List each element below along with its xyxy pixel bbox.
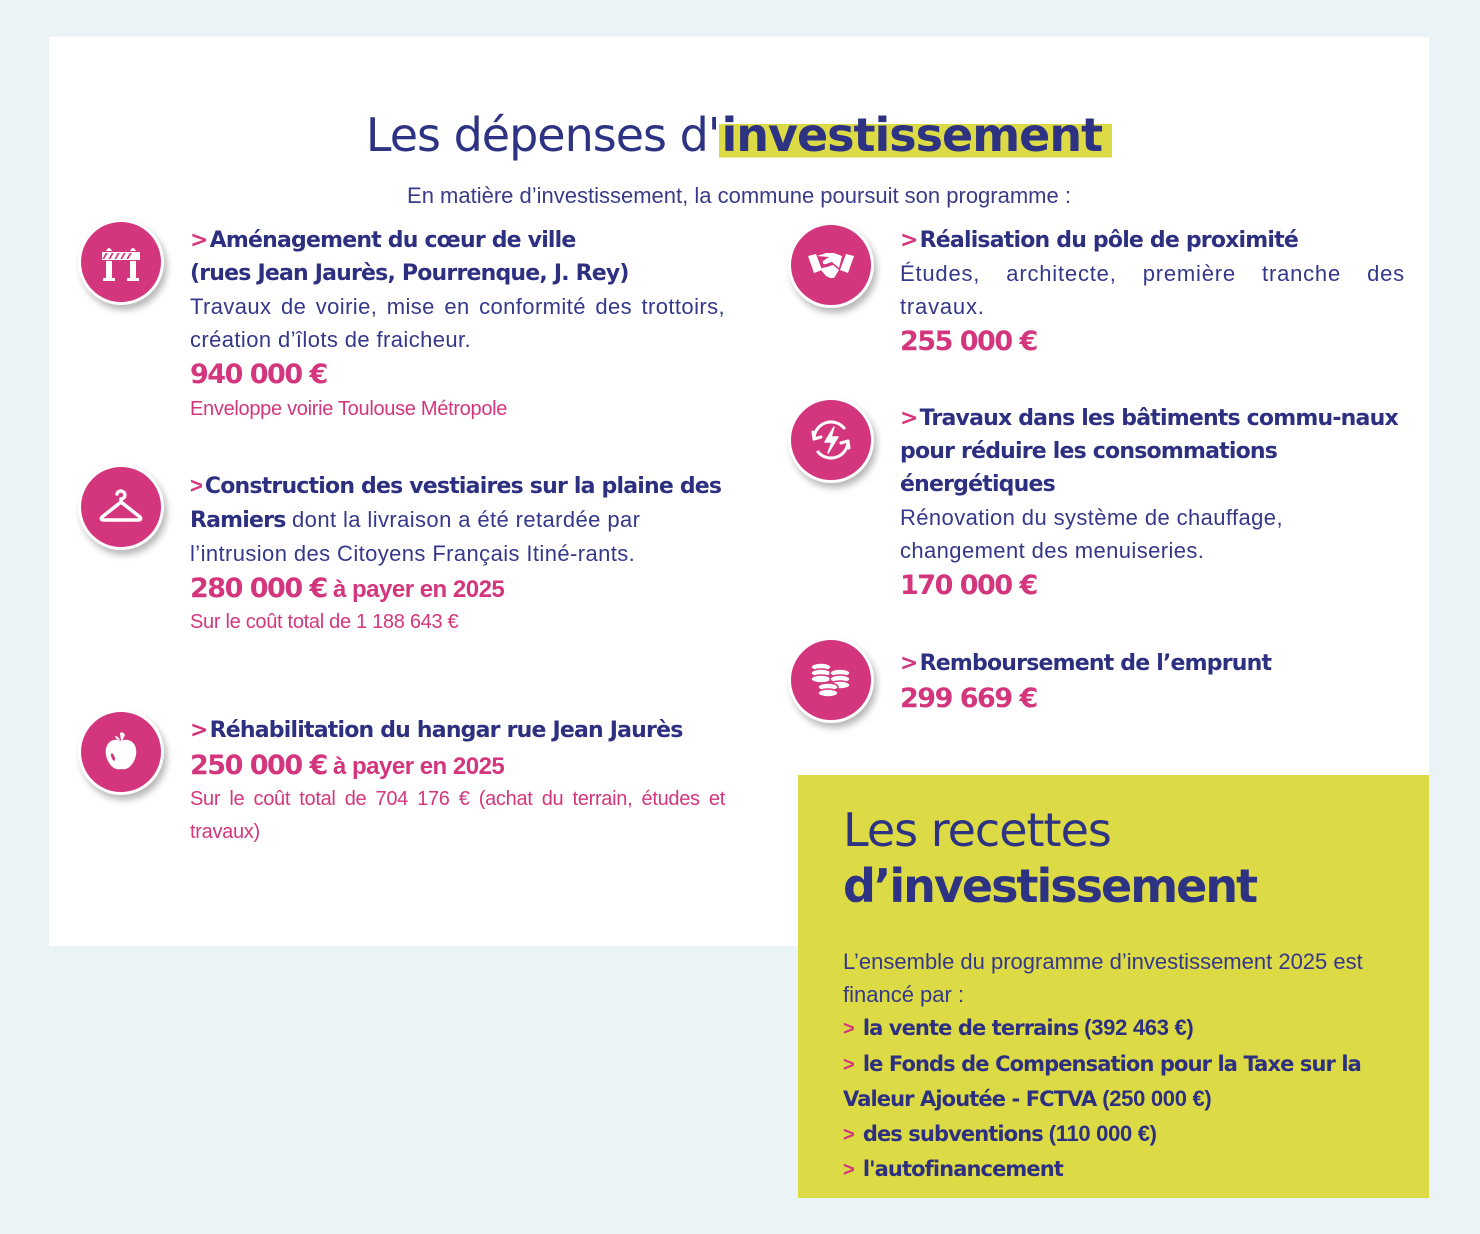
expense-heading: Réhabilitation du hangar rue Jean Jaurès: [209, 718, 683, 743]
expense-note: Sur le coût total de 704 176 € (achat du terrain, études et travaux): [190, 788, 725, 843]
arrow-icon: >: [190, 718, 208, 743]
expense-amount-suffix: à payer en 2025: [326, 753, 505, 780]
arrow-icon: >: [843, 1018, 855, 1040]
recettes-item-label: le Fonds de Compensation pour la Taxe sur la Valeur Ajoutée - FCTVA: [843, 1051, 1361, 1111]
arrow-icon: >: [190, 228, 208, 253]
expense-description: Études, architecte, première tranche des travaux.: [900, 261, 1405, 319]
expense-amount: 280 000 €: [190, 573, 327, 604]
recettes-item-value: (110 000 €): [1042, 1120, 1157, 1146]
expense-note: Enveloppe voirie Toulouse Métropole: [190, 398, 508, 420]
handshake-icon: [788, 222, 874, 308]
recettes-item-value: (250 000 €): [1096, 1086, 1212, 1111]
arrow-icon: >: [900, 651, 918, 676]
recettes-intro: L’ensemble du programme d’investissement 2025 est financé par :: [843, 949, 1363, 1007]
expense-description: Travaux de voirie, mise en conformité des trottoirs, création d’îlots de fraicheur.: [190, 294, 725, 352]
subtitle: En matière d’investissement, la commune poursuit son programme :: [407, 183, 1071, 208]
recettes-item-label: la vente de terrains: [862, 1016, 1079, 1040]
recettes-item: [843, 1152, 1403, 1188]
energy-cycle-icon: [788, 397, 874, 483]
expense-heading-line2: (rues Jean Jaurès, Pourrenque, J. Rey): [190, 261, 629, 286]
expense-note: Sur le coût total de 1 188 643 €: [190, 611, 459, 633]
expense-heading: Remboursement de l’emprunt: [919, 651, 1272, 676]
recettes-list: [843, 1011, 1403, 1188]
expense-heading: Réalisation du pôle de proximité: [919, 228, 1298, 253]
recettes-title-line1: Les recettes: [843, 803, 1111, 857]
recettes-item-value: (392 463 €): [1078, 1015, 1194, 1040]
page-title: [49, 107, 1429, 163]
expense-heading: Construction des vestiaires sur la plaine des Ramiers: [190, 474, 722, 533]
apple-icon: [78, 709, 164, 795]
arrow-icon: >: [900, 406, 918, 431]
arrow-icon: >: [843, 1159, 855, 1181]
title-highlight: investissement: [719, 108, 1112, 162]
expense-amount: 170 000 €: [900, 570, 1037, 601]
expense-text: [900, 647, 1405, 715]
recettes-item: [843, 1047, 1403, 1117]
recettes-box: [798, 775, 1429, 1198]
expense-amount: 255 000 €: [900, 326, 1037, 357]
arrow-icon: >: [190, 473, 203, 498]
recettes-title-line2: d’investissement: [843, 859, 1257, 913]
coins-icon: [788, 637, 874, 723]
expense-description: Rénovation du système de chauffage, changement des menuiseries.: [900, 505, 1283, 563]
recettes-item-label: des subventions: [862, 1121, 1043, 1146]
expense-amount: 299 669 €: [900, 683, 1037, 714]
recettes-item: [843, 1011, 1403, 1047]
expense-text: [190, 714, 725, 849]
expense-text: [190, 224, 725, 426]
expense-amount: 250 000 €: [190, 750, 327, 781]
expense-text: [900, 402, 1405, 602]
expense-heading: Travaux dans les bâtiments commu-naux pour réduire les consommations énergétiques: [900, 406, 1398, 497]
hanger-icon: [78, 464, 164, 550]
expense-amount: 940 000 €: [190, 359, 327, 390]
recettes-item-label: l'autofinancement: [862, 1157, 1063, 1181]
title-prefix: Les dépenses d': [365, 108, 720, 162]
expense-heading: Aménagement du cœur de ville: [209, 228, 576, 253]
arrow-icon: >: [843, 1053, 855, 1076]
expense-amount-suffix: à payer en 2025: [326, 576, 505, 603]
arrow-icon: >: [900, 228, 918, 253]
expense-description: dont la livraison a été retardée par l’intrusion des Citoyens Français Itiné-rants.: [190, 507, 641, 566]
expense-text: [900, 224, 1405, 358]
arrow-icon: >: [843, 1123, 855, 1146]
recettes-item: [843, 1117, 1403, 1153]
expense-text: [190, 469, 725, 639]
barrier-icon: [78, 219, 164, 305]
